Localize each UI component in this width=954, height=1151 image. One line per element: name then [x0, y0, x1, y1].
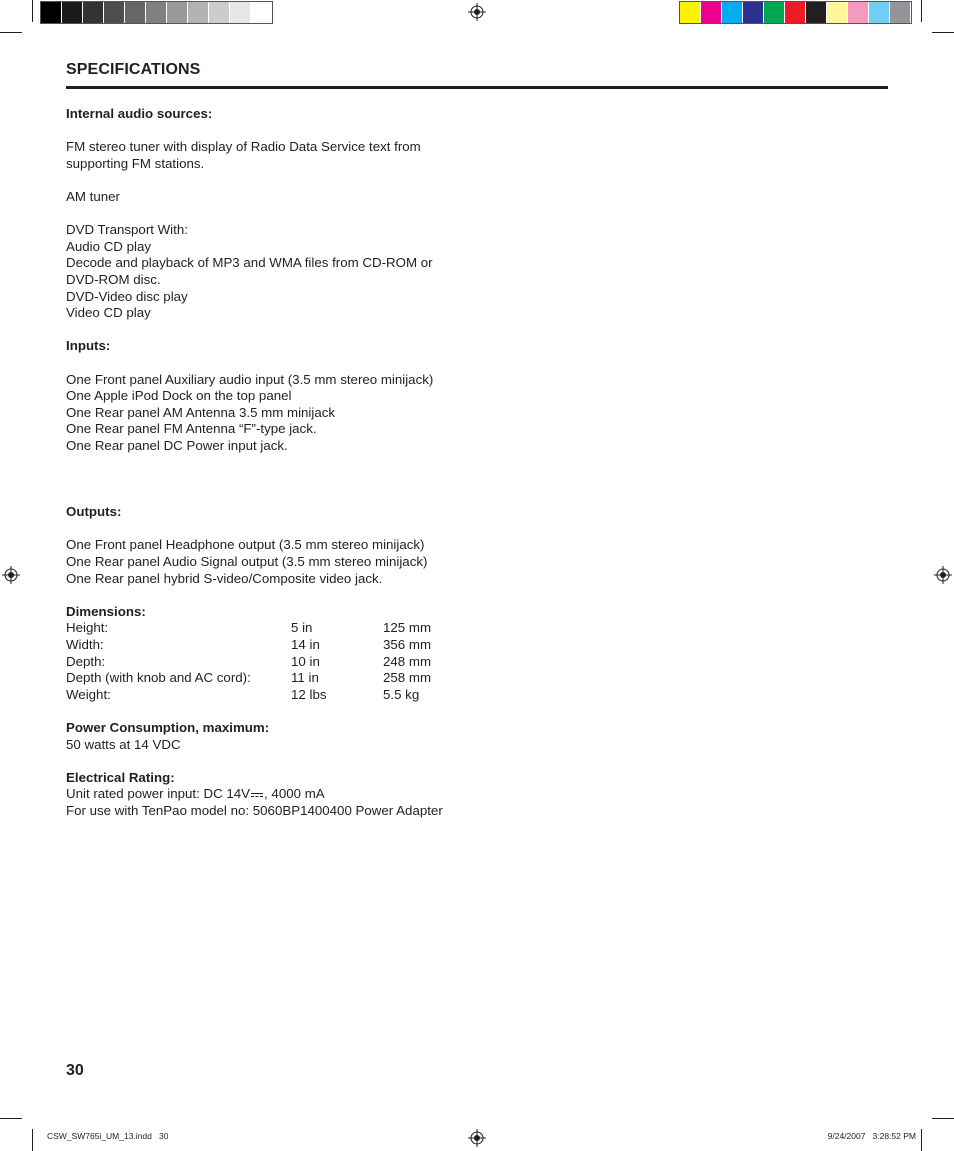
dimension-imperial: 12 lbs [291, 686, 327, 702]
dimension-row [66, 670, 486, 687]
gray-swatch [146, 2, 167, 23]
crop-mark-top-left-h [0, 32, 22, 33]
color-swatch [827, 2, 848, 23]
inputs-heading: Inputs: [66, 338, 111, 354]
gray-swatch [230, 2, 251, 23]
gray-swatch [104, 2, 125, 23]
input-item: One Rear panel AM Antenna 3.5 mm minijack [66, 404, 336, 420]
output-item: One Front panel Headphone output (3.5 mm stereo minijack) [66, 537, 425, 553]
date-slug: 9/24/2007 3:28:52 PM [827, 1131, 916, 1141]
dvd-transport-heading: DVD Transport With: [66, 222, 188, 238]
electrical-rating-line-2: For use with TenPao model no: 5060BP1400400 Power Adapter [66, 802, 443, 818]
dimension-imperial: 10 in [291, 653, 320, 669]
gray-swatch [167, 2, 188, 23]
gray-swatch [188, 2, 209, 23]
dimension-metric: 356 mm [383, 637, 432, 652]
color-swatch [722, 2, 743, 23]
fm-tuner-line-2: supporting FM stations. [66, 155, 205, 171]
dimensions-table [66, 620, 486, 703]
internal-audio-heading: Internal audio sources: [66, 106, 213, 121]
registration-mark-bottom [468, 1129, 486, 1147]
gray-swatch [251, 2, 272, 23]
page-number: 30 [66, 1062, 84, 1079]
color-swatch [680, 2, 701, 23]
output-item: One Rear panel hybrid S-video/Composite video jack. [66, 570, 383, 586]
dvd-item: Decode and playback of MP3 and WMA files from CD-ROM or [66, 255, 433, 271]
input-item: One Rear panel FM Antenna “F”-type jack. [66, 421, 317, 437]
dvd-item: DVD-ROM disc. [66, 271, 161, 287]
gray-swatch [83, 2, 104, 23]
color-swatch [890, 2, 911, 23]
gray-swatch [41, 2, 62, 23]
input-item: One Apple iPod Dock on the top panel [66, 388, 292, 404]
dimension-row [66, 637, 486, 654]
electrical-rating-line-1 [66, 786, 486, 803]
dimension-row [66, 654, 486, 671]
outputs-heading: Outputs: [66, 504, 122, 520]
specifications-body [66, 106, 486, 820]
crop-mark-top-left [32, 0, 33, 22]
input-item: One Front panel Auxiliary audio input (3.5 mm stereo minijack) [66, 371, 434, 387]
grayscale-color-bar [40, 1, 273, 24]
dimension-label: Height: [66, 620, 109, 636]
color-swatch [785, 2, 806, 23]
crop-mark-bottom-left [32, 1129, 33, 1151]
rated-input-suffix: , 4000 mA [264, 786, 325, 802]
color-swatch [848, 2, 869, 23]
dimension-label: Depth: [66, 653, 106, 669]
output-item: One Rear panel Audio Signal output (3.5 mm stereo minijack) [66, 554, 428, 570]
color-swatch [764, 2, 785, 23]
power-consumption-value: 50 watts at 14 VDC [66, 736, 181, 752]
power-consumption-heading: Power Consumption, maximum: [66, 719, 270, 735]
am-tuner: AM tuner [66, 188, 120, 204]
fm-tuner-line-1: FM stereo tuner with display of Radio Data Service text from [66, 139, 421, 155]
page-title: SPECIFICATIONS [66, 61, 201, 78]
dimension-imperial: 5 in [291, 620, 313, 636]
dimension-label: Weight: [66, 686, 111, 702]
dimension-imperial: 14 in [291, 637, 320, 652]
dimension-metric: 248 mm [383, 653, 432, 669]
registration-mark-left [2, 566, 20, 584]
color-swatch [701, 2, 722, 23]
crop-mark-top-right [921, 0, 922, 22]
dimension-row [66, 620, 486, 637]
input-item: One Rear panel DC Power input jack. [66, 437, 288, 453]
crop-mark-bottom-right-h [932, 1118, 954, 1119]
dimension-label: Width: [66, 637, 104, 652]
file-slug: CSW_SW765i_UM_13.indd 30 [47, 1131, 169, 1141]
electrical-rating-heading: Electrical Rating: [66, 769, 175, 785]
gray-swatch [62, 2, 83, 23]
color-swatch [869, 2, 890, 23]
process-color-bar [679, 1, 912, 24]
registration-mark-top [468, 3, 486, 21]
dimension-label: Depth (with knob and AC cord): [66, 670, 251, 686]
dvd-item: Video CD play [66, 305, 151, 321]
gray-swatch [209, 2, 230, 23]
color-swatch [743, 2, 764, 23]
gray-swatch [125, 2, 146, 23]
title-rule [66, 86, 888, 89]
dimension-row [66, 687, 486, 704]
crop-mark-top-right-h [932, 32, 954, 33]
dimension-metric: 258 mm [383, 670, 432, 686]
crop-mark-bottom-right [921, 1129, 922, 1151]
color-swatch [806, 2, 827, 23]
dc-symbol-icon [251, 790, 263, 798]
dimension-metric: 125 mm [383, 620, 432, 636]
rated-input-prefix: Unit rated power input: DC 14V [66, 786, 251, 802]
crop-mark-bottom-left-h [0, 1118, 22, 1119]
registration-mark-right [934, 566, 952, 584]
dimension-metric: 5.5 kg [383, 686, 420, 702]
dvd-item: Audio CD play [66, 238, 151, 254]
dimension-imperial: 11 in [291, 670, 319, 686]
dvd-item: DVD-Video disc play [66, 288, 188, 304]
dimensions-heading: Dimensions: [66, 603, 146, 619]
